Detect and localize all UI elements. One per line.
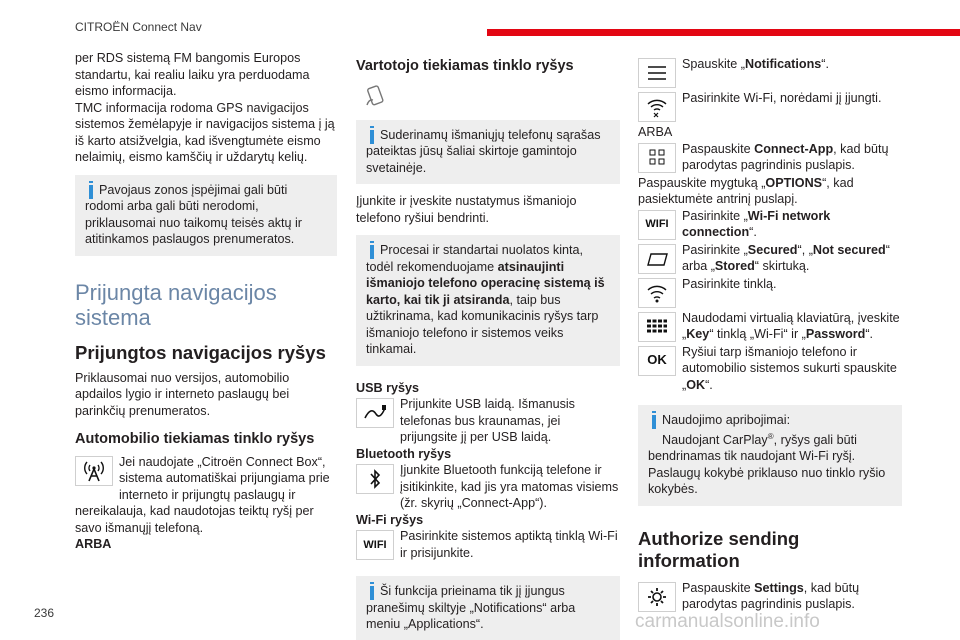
tab-icon: [638, 244, 676, 274]
info-icon: [370, 586, 374, 600]
step-connect-app: Paspauskite Connect-App, kad būtų parodytas pagrindinis puslapis.: [638, 141, 902, 175]
or-label: ARBA: [75, 537, 112, 551]
column-3: [638, 56, 902, 614]
antenna-icon: [75, 456, 113, 486]
gear-icon: [638, 582, 676, 612]
info-icon: [89, 185, 93, 199]
wifi-icon: [638, 278, 676, 308]
step-ok: OK Ryšiui tarp išmaniojo telefono ir automobilio sistemos sukurti spauskite „OK“.: [638, 344, 902, 394]
chapter-title: Prijungta navigacijos sistema: [75, 279, 277, 330]
step-keyboard: Naudodami virtualią klaviatūrą, įveskite „Key“ tinklą „Wi-Fi“ ir „Password“.: [638, 310, 902, 344]
header-red-bar: [487, 29, 960, 36]
step-settings: Paspauskite Settings, kad būtų parodytas pagrindinis puslapis.: [638, 580, 902, 614]
info-note: Pavojaus zonos įspėjimai gali būti rodomi arba gali būti nerodomi, priklausomai nuo taikomų teisės aktų ir atitinkamos paslaugos prenumeratos.: [75, 175, 337, 256]
info-icon: [370, 130, 374, 144]
usb-title: USB ryšys: [356, 380, 420, 395]
tmc-text: TMC informacija rodoma GPS navigacijos sistemos žemėlapyje ir navigacijos sistema į ją iš karto atsižvelgia, kad išvengtumėte eismo nelaimių, eismo kamščių ir uždarytų kelių.: [75, 100, 335, 164]
step-wifi-enable: Pasirinkite Wi-Fi, norėdami jį įjungti.: [638, 90, 902, 124]
info-note-update: Procesai ir standartai nuolatos kinta, todėl rekomenduojame atsinaujinti išmaniojo telefono operacinę sistemą iš karto, kai tik ji atsiranda, taip bus užtikrinama, kad komunikacinis ryšys tarp išmaniojo telefono ir sistemos veiks tinkamai.: [356, 235, 620, 366]
section-title: Prijungtos navigacijos ryšys: [75, 341, 326, 363]
usb-row: Prijunkite USB laidą. Išmanusis telefonas bus kraunamas, jei prijungsite jį per USB laidą.: [356, 396, 620, 446]
step-wifi-network: WIFI Pasirinkite „Wi-Fi network connection“.: [638, 208, 902, 242]
rds-text: per RDS sistemą FM bangomis Europos standartu, kai realiu laiku yra perduodama eismo informacija.: [75, 51, 310, 98]
wifi-title: Wi-Fi ryšys: [356, 512, 424, 527]
share-text: Įjunkite ir įveskite nustatymus išmaniojo telefono ryšiui bendrinti.: [356, 194, 577, 225]
user-network-title: Vartotojo tiekiamas tinklo ryšys: [356, 58, 574, 74]
page-number: 236: [34, 606, 55, 620]
apps-grid-icon: [638, 143, 676, 173]
watermark: carmanualsonline.info: [635, 611, 820, 632]
phone-touch-icon: [356, 81, 394, 111]
subsection-title: Automobilio tiekiamas tinklo ryšys: [75, 431, 315, 447]
info-icon: [370, 245, 374, 259]
bluetooth-title: Bluetooth ryšys: [356, 446, 452, 461]
notifications-list-icon: [638, 58, 676, 88]
or-label-2: ARBA: [638, 125, 673, 139]
step-notifications: Spauskite „Notifications“.: [638, 56, 902, 90]
info-note-phones: Suderinamų išmaniųjų telefonų sąrašas pateiktas jūsų šaliai skirtoje gamintojo svetainėje.: [356, 120, 620, 185]
auto-network-row: Jei naudojate „Citroën Connect Box“, sistema automatiškai prijungiama prie interneto ir prijungtų paslaugų ir nereikalauja, kad naudotojas teiktų ryšį per savo išmanųjį telefoną.: [75, 454, 330, 535]
keyboard-icon: [638, 312, 676, 342]
options-text: Paspauskite mygtuką „OPTIONS“, kad pasiektumėte antrinį puslapį.: [638, 175, 854, 206]
bluetooth-row: Įjunkite Bluetooth funkciją telefone ir įsitikinkite, kad jis yra matomas visiems (žr. skyrių „Connect-App“).: [356, 462, 620, 512]
bluetooth-icon: [356, 464, 394, 494]
info-icon: [652, 415, 656, 429]
authorize-title: Authorize sending information: [638, 527, 800, 571]
column-2: [356, 50, 620, 640]
header-title: CITROËN Connect Nav: [75, 20, 202, 34]
wifi-off-icon: [638, 92, 676, 122]
wifi-row: WIFI Pasirinkite sistemos aptiktą tinklą Wi-Fi ir prisijunkite.: [356, 528, 620, 562]
step-tab-select: Pasirinkite „Secured“, „Not secured“ arba „Stored“ skirtuką.: [638, 242, 902, 276]
column-1: [75, 50, 337, 553]
step-select-network: Pasirinkite tinklą.: [638, 276, 902, 310]
section-text: Priklausomai nuo versijos, automobilio apdailos lygio ir interneto paslaugų bei parinkčių prenumeratos.: [75, 370, 290, 418]
wifi-text-icon: WIFI: [356, 530, 394, 560]
info-note-notifications: Ši funkcija prieinama tik jį įjungus pranešimų skiltyje „Notifications“ arba meniu „Applications“.: [356, 576, 620, 640]
wifi-network-icon: WIFI: [638, 210, 676, 240]
ok-icon: OK: [638, 346, 676, 376]
usb-cable-icon: [356, 398, 394, 428]
info-note-restrictions: Naudojimo apribojimai: Naudojant CarPlay®, ryšys gali būti bendrinamas tik naudojant Wi-Fi ryšį. Paslaugų kokybė priklauso nuo tinklo ryšio kokybės.: [638, 405, 902, 506]
